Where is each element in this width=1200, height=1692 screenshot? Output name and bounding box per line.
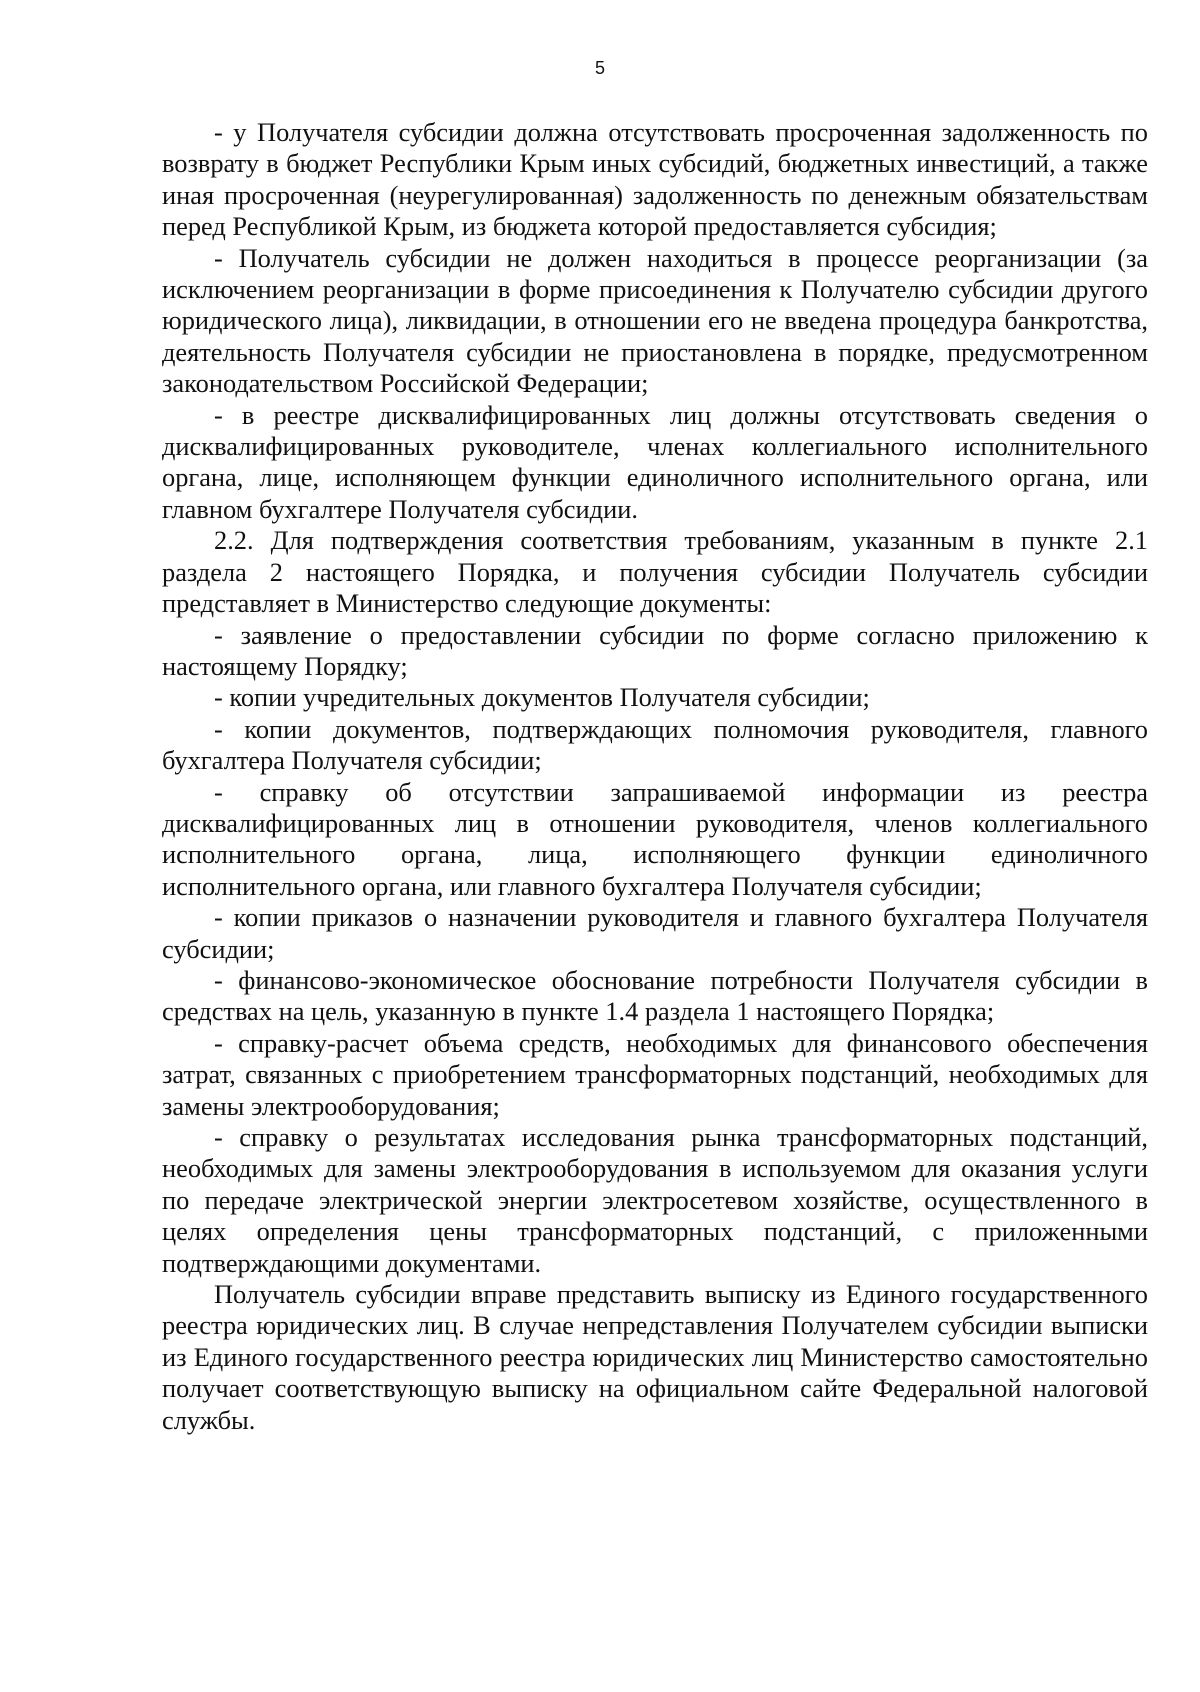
document-body [162, 117, 1148, 1436]
list-item-registry-certificate: - справку об отсутствии запрашиваемой информации из реестра дисквалифицированных лиц в отношении руководителя, членов коллегиального исполнительного органа, лица, исполняющего функции единоличного исполнительного органа, или главного бухгалтера Получателя субсидии; [162, 776, 1148, 901]
list-item-market-research: - справку о результатах исследования рынка трансформаторных подстанций, необходимых для замены электрооборудования в используемом для оказания услуги по передаче электрической энергии электросетевом хозяйстве, осуществленного в целях определения цены трансформаторных подстанций, с приложенными подтверждающими документами. [162, 1122, 1148, 1278]
page-number: 5 [594, 58, 605, 78]
paragraph-section-2-2: 2.2. Для подтверждения соответствия требованиям, указанным в пункте 2.1 раздела 2 настоящего Порядка, и получения субсидии Получатель субсидии представляет в Министерство следующие документы: [162, 525, 1148, 619]
paragraph-disqualified-registry: - в реестре дисквалифицированных лиц должны отсутствовать сведения о дисквалифицированных руководителе, членах коллегиального исполнительного органа, лице, исполняющем функции единоличного исполнительного органа, или главном бухгалтере Получателя субсидии. [162, 399, 1148, 524]
list-item-founding-documents: - копии учредительных документов Получателя субсидии; [214, 682, 870, 713]
list-item-application: - заявление о предоставлении субсидии по форме согласно приложению к настоящему Порядку; [162, 619, 1148, 681]
list-item-financial-justification: - финансово-экономическое обоснование потребности Получателя субсидии в средствах на цель, указанную в пункте 1.4 раздела 1 настоящего Порядка; [162, 964, 1148, 1027]
list-item-authority-documents: - копии документов, подтверждающих полномочия руководителя, главного бухгалтера Получателя субсидии; [162, 713, 1148, 776]
list-item-appointment-orders: - копии приказов о назначении руководителя и главного бухгалтера Получателя субсидии; [162, 902, 1148, 964]
list-item-cost-calculation: - справку-расчет объема средств, необходимых для финансового обеспечения затрат, связанных с приобретением трансформаторных подстанций, необходимых для замены электрооборудования; [162, 1027, 1148, 1121]
paragraph-debt-requirement: - у Получателя субсидии должна отсутствовать просроченная задолженность по возврату в бюджет Республики Крым иных субсидий, бюджетных инвестиций, а также иная просроченная (неурегулированная) задолженность по денежным обязательствам перед Республикой Крым, из бюджета которой предоставляется субсидия; [162, 117, 1148, 242]
paragraph-reorganization-requirement: - Получатель субсидии не должен находиться в процессе реорганизации (за исключением реорганизации в форме присоединения к Получателю субсидии другого юридического лица), ликвидации, в отношении его не введена процедура банкротства, деятельность Получателя субсидии не приостановлена в порядке, предусмотренном законодательством Российской Федерации; [162, 242, 1148, 399]
paragraph-registry-extract: Получатель субсидии вправе представить выписку из Единого государственного реестра юридических лиц. В случае непредставления Получателем субсидии выписки из Единого государственного реестра юридических лиц Министерство самостоятельно получает соответствующую выписку на официальном сайте Федеральной налоговой службы. [162, 1279, 1148, 1435]
